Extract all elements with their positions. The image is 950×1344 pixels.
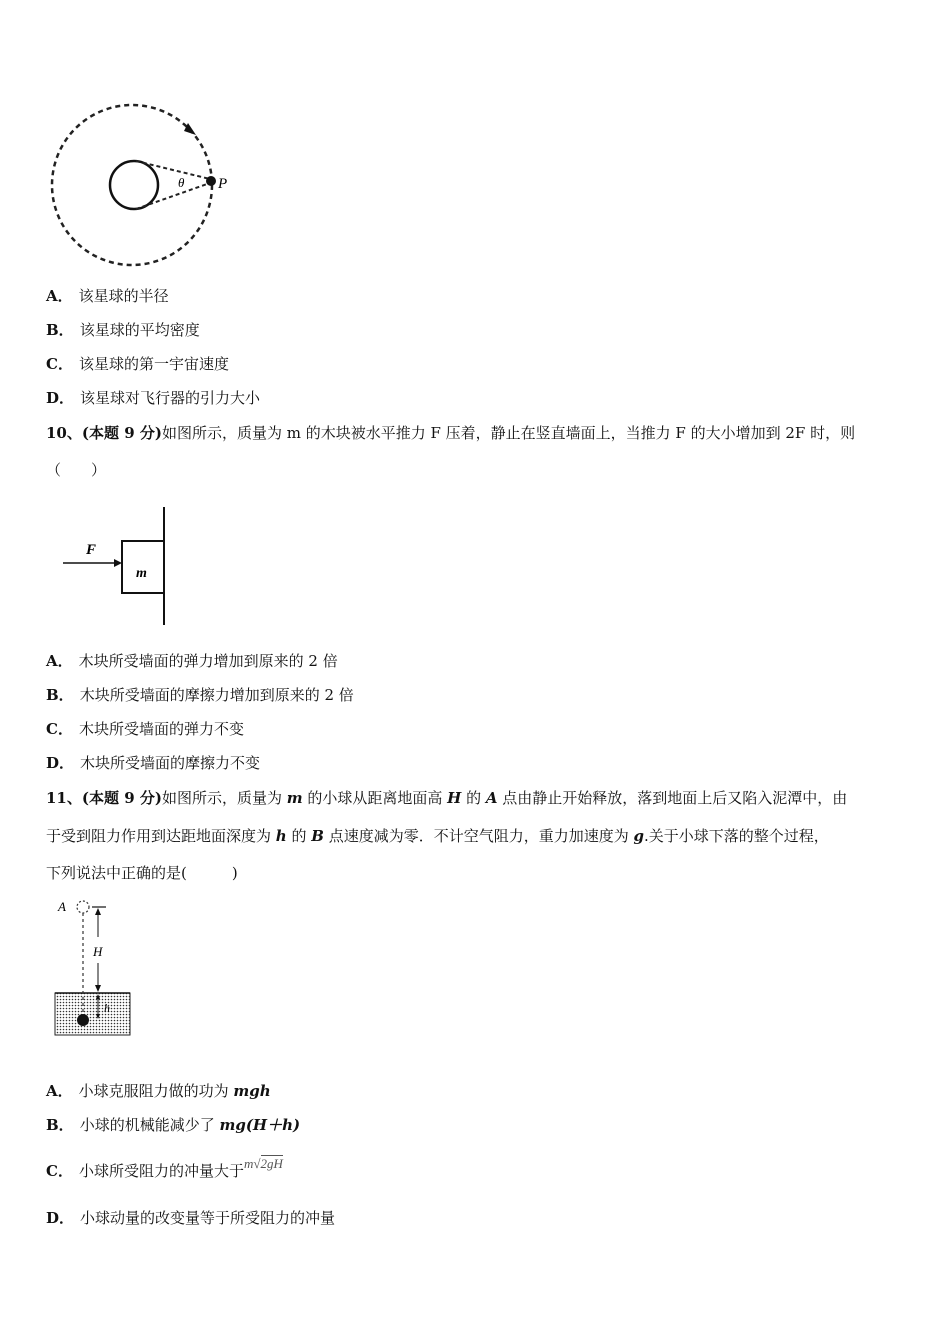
q11-stem-line2: 于受到阻力作用到达距地面深度为 h 的 B 点速度减为零．不计空气阻力，重力加速度为 g.关于小球下落的整个过程， — [46, 827, 829, 845]
mass-label: m — [136, 566, 147, 581]
q11-option-c[interactable]: C． 小球所受阻力的冲量大于m√2gH — [46, 1156, 283, 1180]
height-H-arrowhead-down — [95, 985, 101, 992]
start-ball-outline — [77, 901, 89, 913]
force-arrow-head — [114, 559, 122, 567]
spacecraft-point — [206, 176, 216, 186]
q11-stem-line1: 11、(本题 9 分)如图所示，质量为 m 的小球从距离地面高 H 的 A 点由静止开始释放，落到地面上后又陷入泥潭中，由 — [46, 789, 848, 807]
q10-stem-line1 — [46, 423, 855, 443]
block-wall-figure — [60, 505, 180, 630]
q11-option-a[interactable]: A． 小球克服阻力做的功为 mgh — [46, 1082, 271, 1100]
q11-number: 11、 — [46, 789, 82, 807]
force-label: F — [86, 542, 97, 558]
q10-stem: 如图所示，质量为 m 的木块被水平推力 F 压着，静止在竖直墙面上，当推力 F 的大小增加到 2F 时，则 — [161, 424, 856, 442]
mud-region — [55, 993, 130, 1035]
orbit-figure — [40, 95, 250, 275]
p-label: P — [218, 176, 228, 192]
height-H-arrowhead-up — [95, 908, 101, 915]
q10-option-d[interactable]: D． 木块所受墙面的摩擦力不变 — [46, 754, 261, 772]
q11-score: (本题 9 分) — [81, 789, 162, 807]
q10-option-b[interactable]: B． 木块所受墙面的摩擦力增加到原来的 2 倍 — [46, 686, 354, 704]
impulse-formula: m√2gH — [243, 1156, 283, 1171]
q9-option-b[interactable]: B． 该星球的平均密度 — [46, 321, 200, 339]
label-h: h — [104, 1001, 110, 1015]
ball-at-b — [77, 1014, 89, 1026]
q10-score: (本题 9 分) — [81, 424, 162, 442]
q9-option-c[interactable]: C． 该星球的第一宇宙速度 — [46, 355, 229, 373]
label-H: H — [93, 944, 103, 959]
q11-stem-line3: 下列说法中正确的是( ) — [46, 864, 238, 882]
falling-ball-figure — [50, 893, 140, 1043]
planet-circle — [110, 161, 158, 209]
sqrt-sign: √ — [253, 1156, 261, 1171]
q9-option-d[interactable]: D． 该星球对飞行器的引力大小 — [46, 389, 261, 407]
q10-stem-line2: （ ） — [46, 461, 107, 479]
label-A: A — [58, 899, 66, 914]
q11-option-d[interactable]: D． 小球动量的改变量等于所受阻力的冲量 — [46, 1209, 336, 1227]
q9-option-a[interactable]: A． 该星球的半径 — [46, 287, 169, 305]
q10-option-c[interactable]: C． 木块所受墙面的弹力不变 — [46, 720, 244, 738]
theta-label: θ — [178, 175, 185, 190]
q10-number: 10、 — [46, 424, 82, 442]
q10-option-a[interactable]: A． 木块所受墙面的弹力增加到原来的 2 倍 — [46, 652, 338, 670]
q11-option-b[interactable]: B． 小球的机械能减少了 mg(H＋h) — [46, 1116, 301, 1134]
